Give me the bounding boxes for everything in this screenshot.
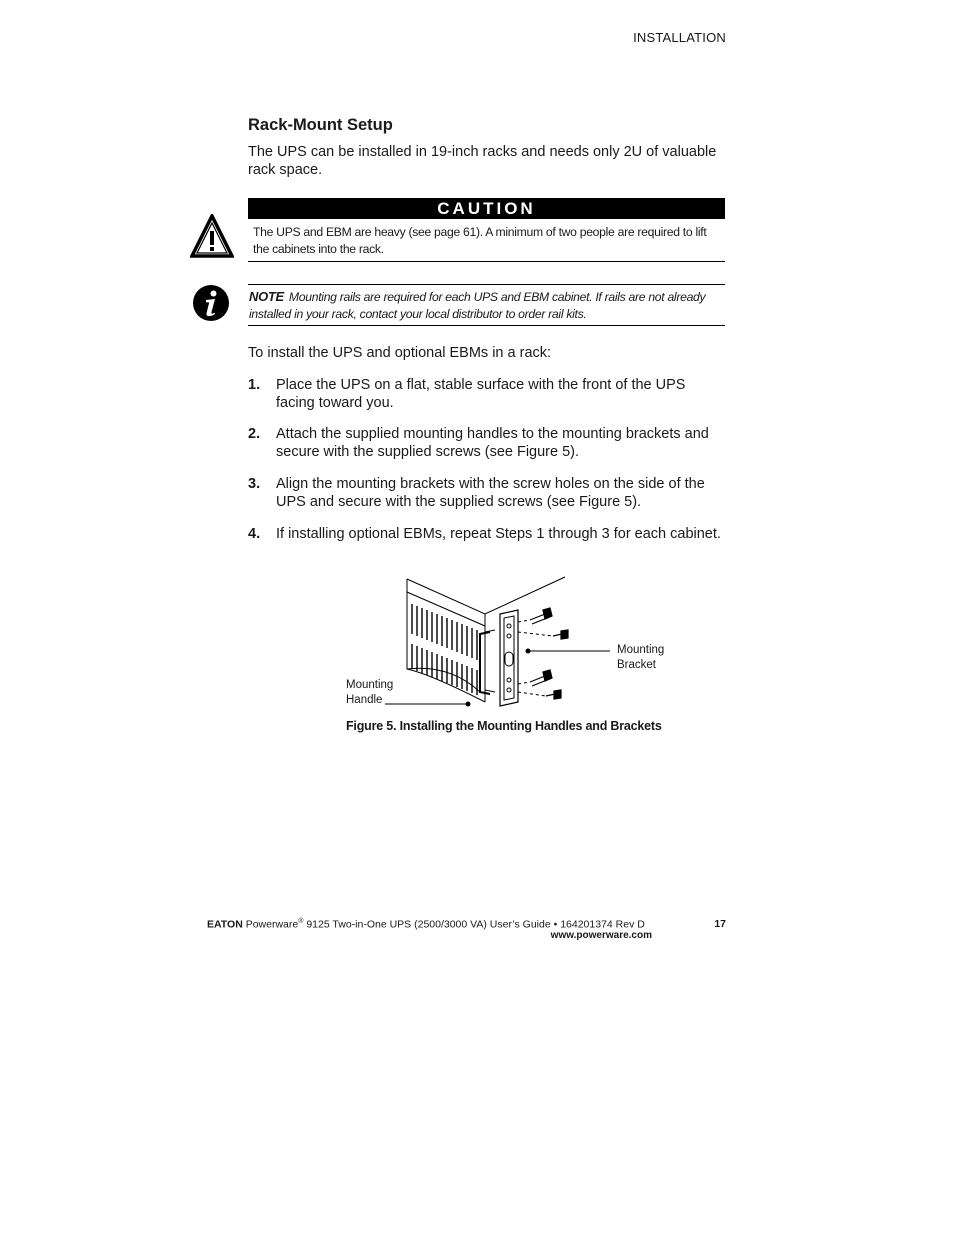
footer-guide-title: 9125 Two-in-One UPS (2500/3000 VA) User’s Guide • 164201374 Rev D: [303, 918, 645, 931]
instructions-lead: To install the UPS and optional EBMs in a rack:: [248, 345, 552, 361]
note-text: Mounting rails are required for each UPS and EBM cabinet. If rails are not already installed in your rack, contact your local distributor to order rail kits.: [249, 290, 706, 321]
info-icon: [192, 284, 230, 322]
step-text: Attach the supplied mounting handles to the mounting brackets and secure with the supplied screws (see Figure 5).: [276, 426, 709, 460]
note-rule-bottom: [248, 325, 725, 326]
running-header: INSTALLATION: [633, 30, 726, 45]
caution-text: The UPS and EBM are heavy (see page 61). A minimum of two people are required to lift the cabinets into the rack.: [253, 225, 707, 256]
footer-registered-mark: ®: [298, 918, 304, 925]
step-text: Place the UPS on a flat, stable surface with the front of the UPS facing toward you.: [276, 377, 686, 411]
note-label: NOTE: [249, 289, 284, 304]
label-mounting-handle: [346, 678, 393, 708]
footer-guide-info: [207, 918, 645, 931]
step-number: 3.: [248, 476, 261, 492]
note-block: [249, 288, 726, 323]
label-line: Bracket: [617, 659, 656, 671]
label-mounting-bracket: [617, 643, 664, 673]
caution-banner: CAUTION: [248, 198, 725, 219]
figure-caption: Figure 5. Installing the Mounting Handles and Brackets: [346, 719, 662, 733]
warning-triangle-icon: [190, 214, 234, 258]
label-line: Mounting: [346, 679, 394, 691]
footer-brand: EATON: [207, 918, 243, 931]
footer-url: www.powerware.com: [550, 930, 652, 941]
note-rule-top: [248, 284, 725, 285]
caution-rule: [248, 261, 725, 262]
label-line: Mounting: [617, 644, 665, 656]
footer-product: Powerware: [245, 918, 299, 931]
step-number: 1.: [248, 377, 261, 393]
section-title: Rack-Mount Setup: [248, 116, 393, 134]
step-text: Align the mounting brackets with the screw holes on the side of the UPS and secure with the supplied screws (see Figure 5).: [276, 476, 705, 510]
step-number: 4.: [248, 526, 261, 542]
section-intro: The UPS can be installed in 19-inch racks and needs only 2U of valuable rack space.: [248, 144, 717, 178]
step-number: 2.: [248, 426, 261, 442]
label-line: Handle: [346, 694, 383, 706]
step-text: If installing optional EBMs, repeat Steps 1 through 3 for each cabinet.: [276, 526, 721, 542]
page-number: 17: [714, 918, 726, 930]
